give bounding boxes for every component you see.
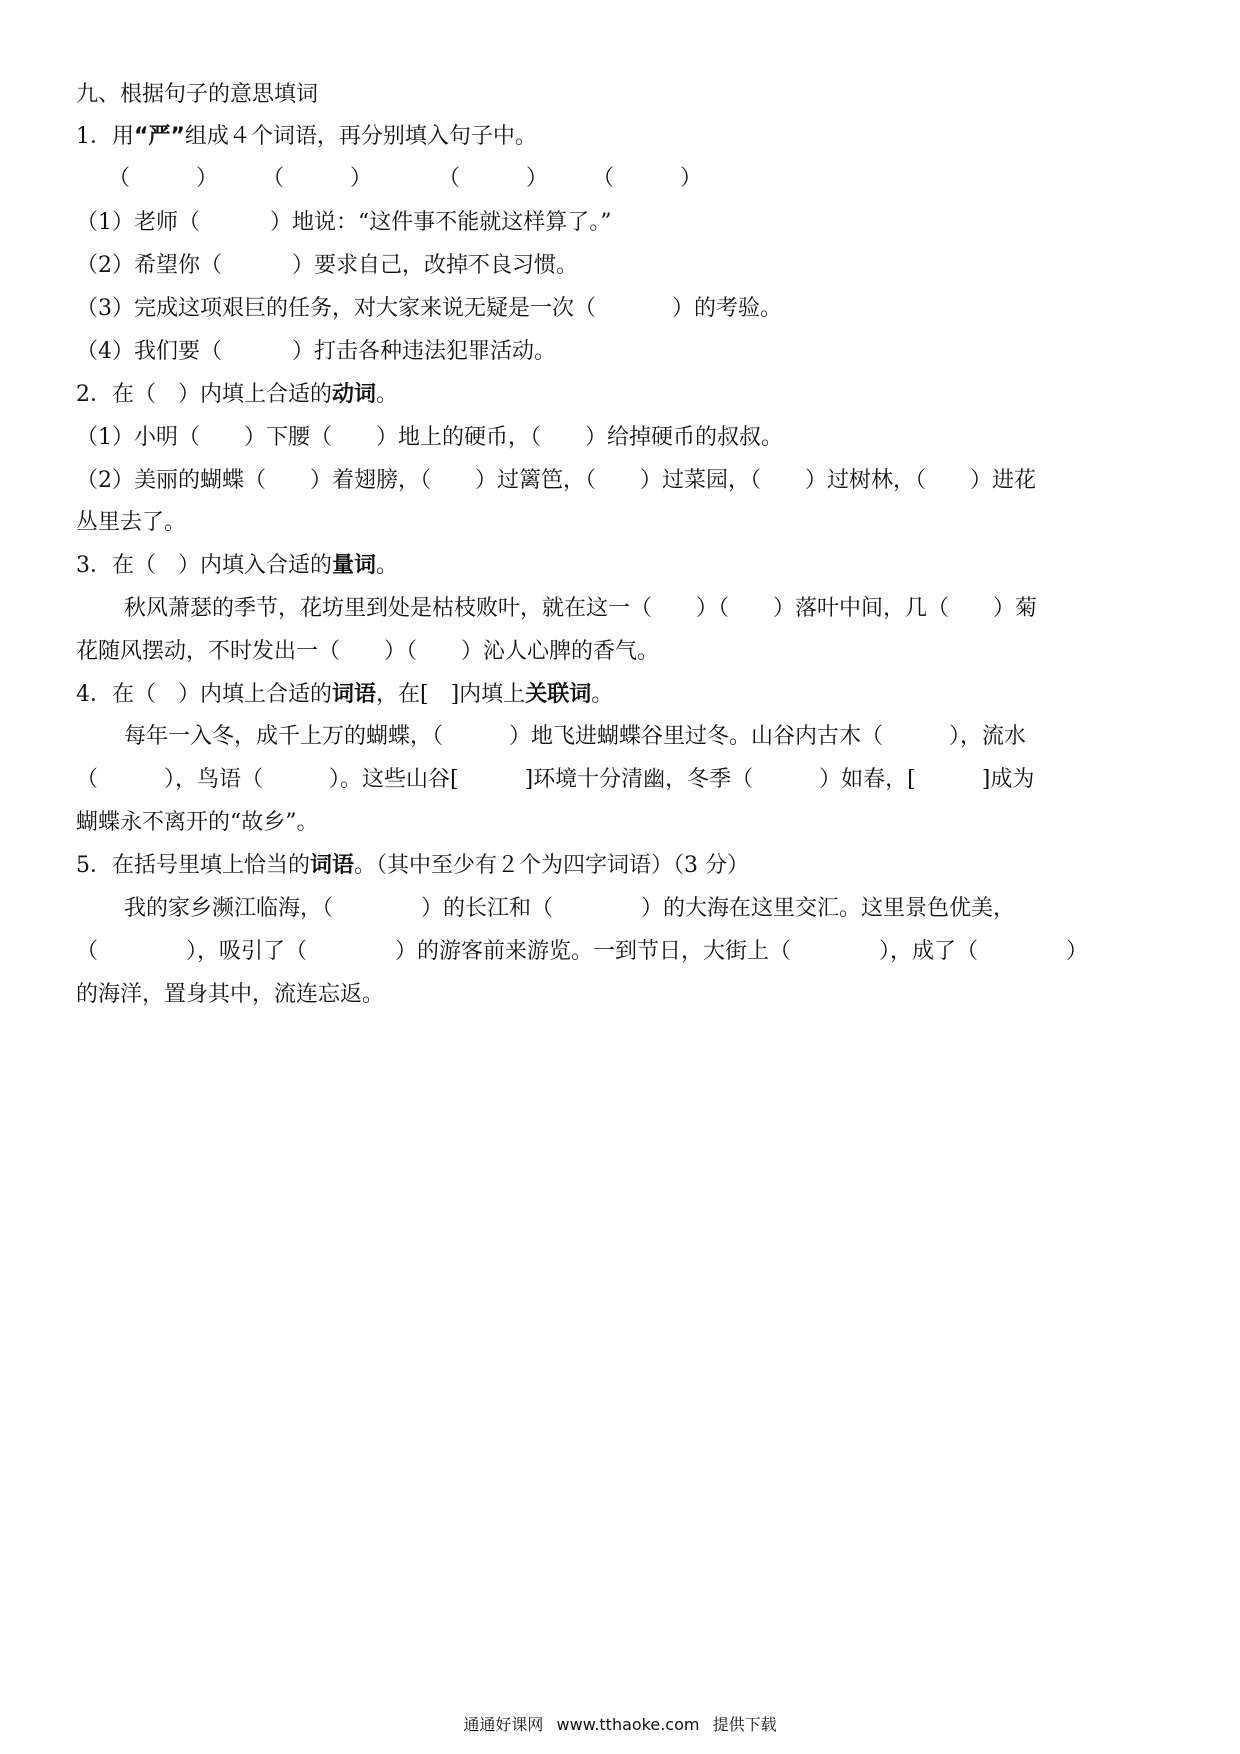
page-footer	[0, 1712, 1240, 1735]
q3-prompt	[76, 551, 1170, 581]
q4-prefix: 4．在（ ）内填上合适的	[76, 682, 332, 707]
q1-s2-a: （2）希望你（	[76, 253, 222, 278]
q2-sentence-2-line-2: 丛里去了。	[76, 510, 187, 535]
footer-site-name: 通通好课网	[463, 1715, 544, 1734]
q4-prompt	[76, 680, 1170, 710]
q1-s4-b: ）打击各种违法犯罪活动。	[292, 339, 557, 364]
q1-sentence-2	[76, 251, 1170, 281]
q2-prefix: 2．在（ ）内填上合适的	[76, 382, 332, 407]
q4-bold-2: 关联词	[525, 682, 592, 707]
q1-s2-b: ）要求自己，改掉不良习惯。	[292, 253, 579, 278]
q1-suffix: 组成４个词语，再分别填入句子中。	[184, 124, 537, 149]
q1-s4-a: （4）我们要（	[76, 339, 222, 364]
q2-suffix: 。	[376, 382, 399, 407]
q1-blanks-row: （ ） （ ） （ ） （ ）	[108, 166, 703, 191]
q4-bold-1: 词语	[332, 682, 377, 707]
q5-paragraph-line-2: （ ），吸引了（ ）的游客前来游览。一到节日，大街上（ ），成了（ ）	[76, 939, 1089, 964]
q1-s1-a: （1）老师（	[76, 210, 200, 235]
q3-prefix: 3．在（ ）内填入合适的	[76, 553, 332, 578]
q1-sentence-4	[76, 337, 1170, 367]
q1-sentence-1	[76, 208, 1170, 238]
footer-url[interactable]: www.tthaoke.com	[556, 1715, 700, 1734]
footer-note: 提供下载	[712, 1715, 777, 1734]
q4-paragraph-line-2: （ ），鸟语（ ）。这些山谷[ ]环境十分清幽，冬季（ ）如春，[ ]成为	[76, 767, 1035, 792]
q5-bold: 词语	[310, 853, 355, 878]
q5-prompt	[76, 851, 1170, 881]
q5-suffix: 。（其中至少有２个为四字词语）（3 分）	[354, 853, 750, 878]
q5-prefix: 5．在括号里填上恰当的	[76, 853, 310, 878]
q3-paragraph-line-1: 秋风萧瑟的季节，花坊里到处是枯枝败叶，就在这一（ ）（ ）落叶中间，几（ ）菊	[124, 596, 1038, 621]
q2-prompt	[76, 380, 1170, 410]
q1-s3-a: （3）完成这项艰巨的任务，对大家来说无疑是一次（	[76, 296, 596, 321]
q1-prompt	[76, 122, 1170, 152]
q2-sentence-1: （1）小明（ ）下腰（ ）地上的硬币，（ ）给掉硬币的叔叔。	[76, 425, 783, 450]
q1-s3-b: ）的考验。	[672, 296, 783, 321]
q2-bold: 动词	[332, 382, 377, 407]
q2-sentence-2-line-1: （2）美丽的蝴蝶（ ）着翅膀，（ ）过篱笆，（ ）过菜园，（ ）过树林，（ ）进花	[76, 468, 1037, 493]
q1-sentence-3	[76, 294, 1170, 324]
section-title: 九、根据句子的意思填词	[76, 82, 319, 107]
q4-paragraph-line-3: 蝴蝶永不离开的“故乡”。	[76, 810, 319, 835]
q4-middle: ，在[ ]内填上	[376, 682, 526, 707]
q3-bold: 量词	[332, 553, 377, 578]
q5-paragraph-line-3: 的海洋，置身其中，流连忘返。	[76, 982, 385, 1007]
q3-paragraph-line-2: 花随风摆动，不时发出一（ ）（ ）沁人心脾的香气。	[76, 639, 660, 664]
q5-paragraph-line-1: 我的家乡濒江临海，（ ）的长江和（ ）的大海在这里交汇。这里景色优美，	[124, 896, 1016, 921]
q3-suffix: 。	[376, 553, 399, 578]
q1-char: “严”	[134, 124, 185, 149]
q1-prefix: 1．用	[76, 124, 134, 149]
q4-suffix: 。	[591, 682, 614, 707]
q4-paragraph-line-1: 每年一入冬，成千上万的蝴蝶，（ ）地飞进蝴蝶谷里过冬。山谷内古木（ ），流水	[124, 724, 1027, 749]
q1-s1-b: ）地说：“这件事不能就这样算了。”	[270, 210, 612, 235]
